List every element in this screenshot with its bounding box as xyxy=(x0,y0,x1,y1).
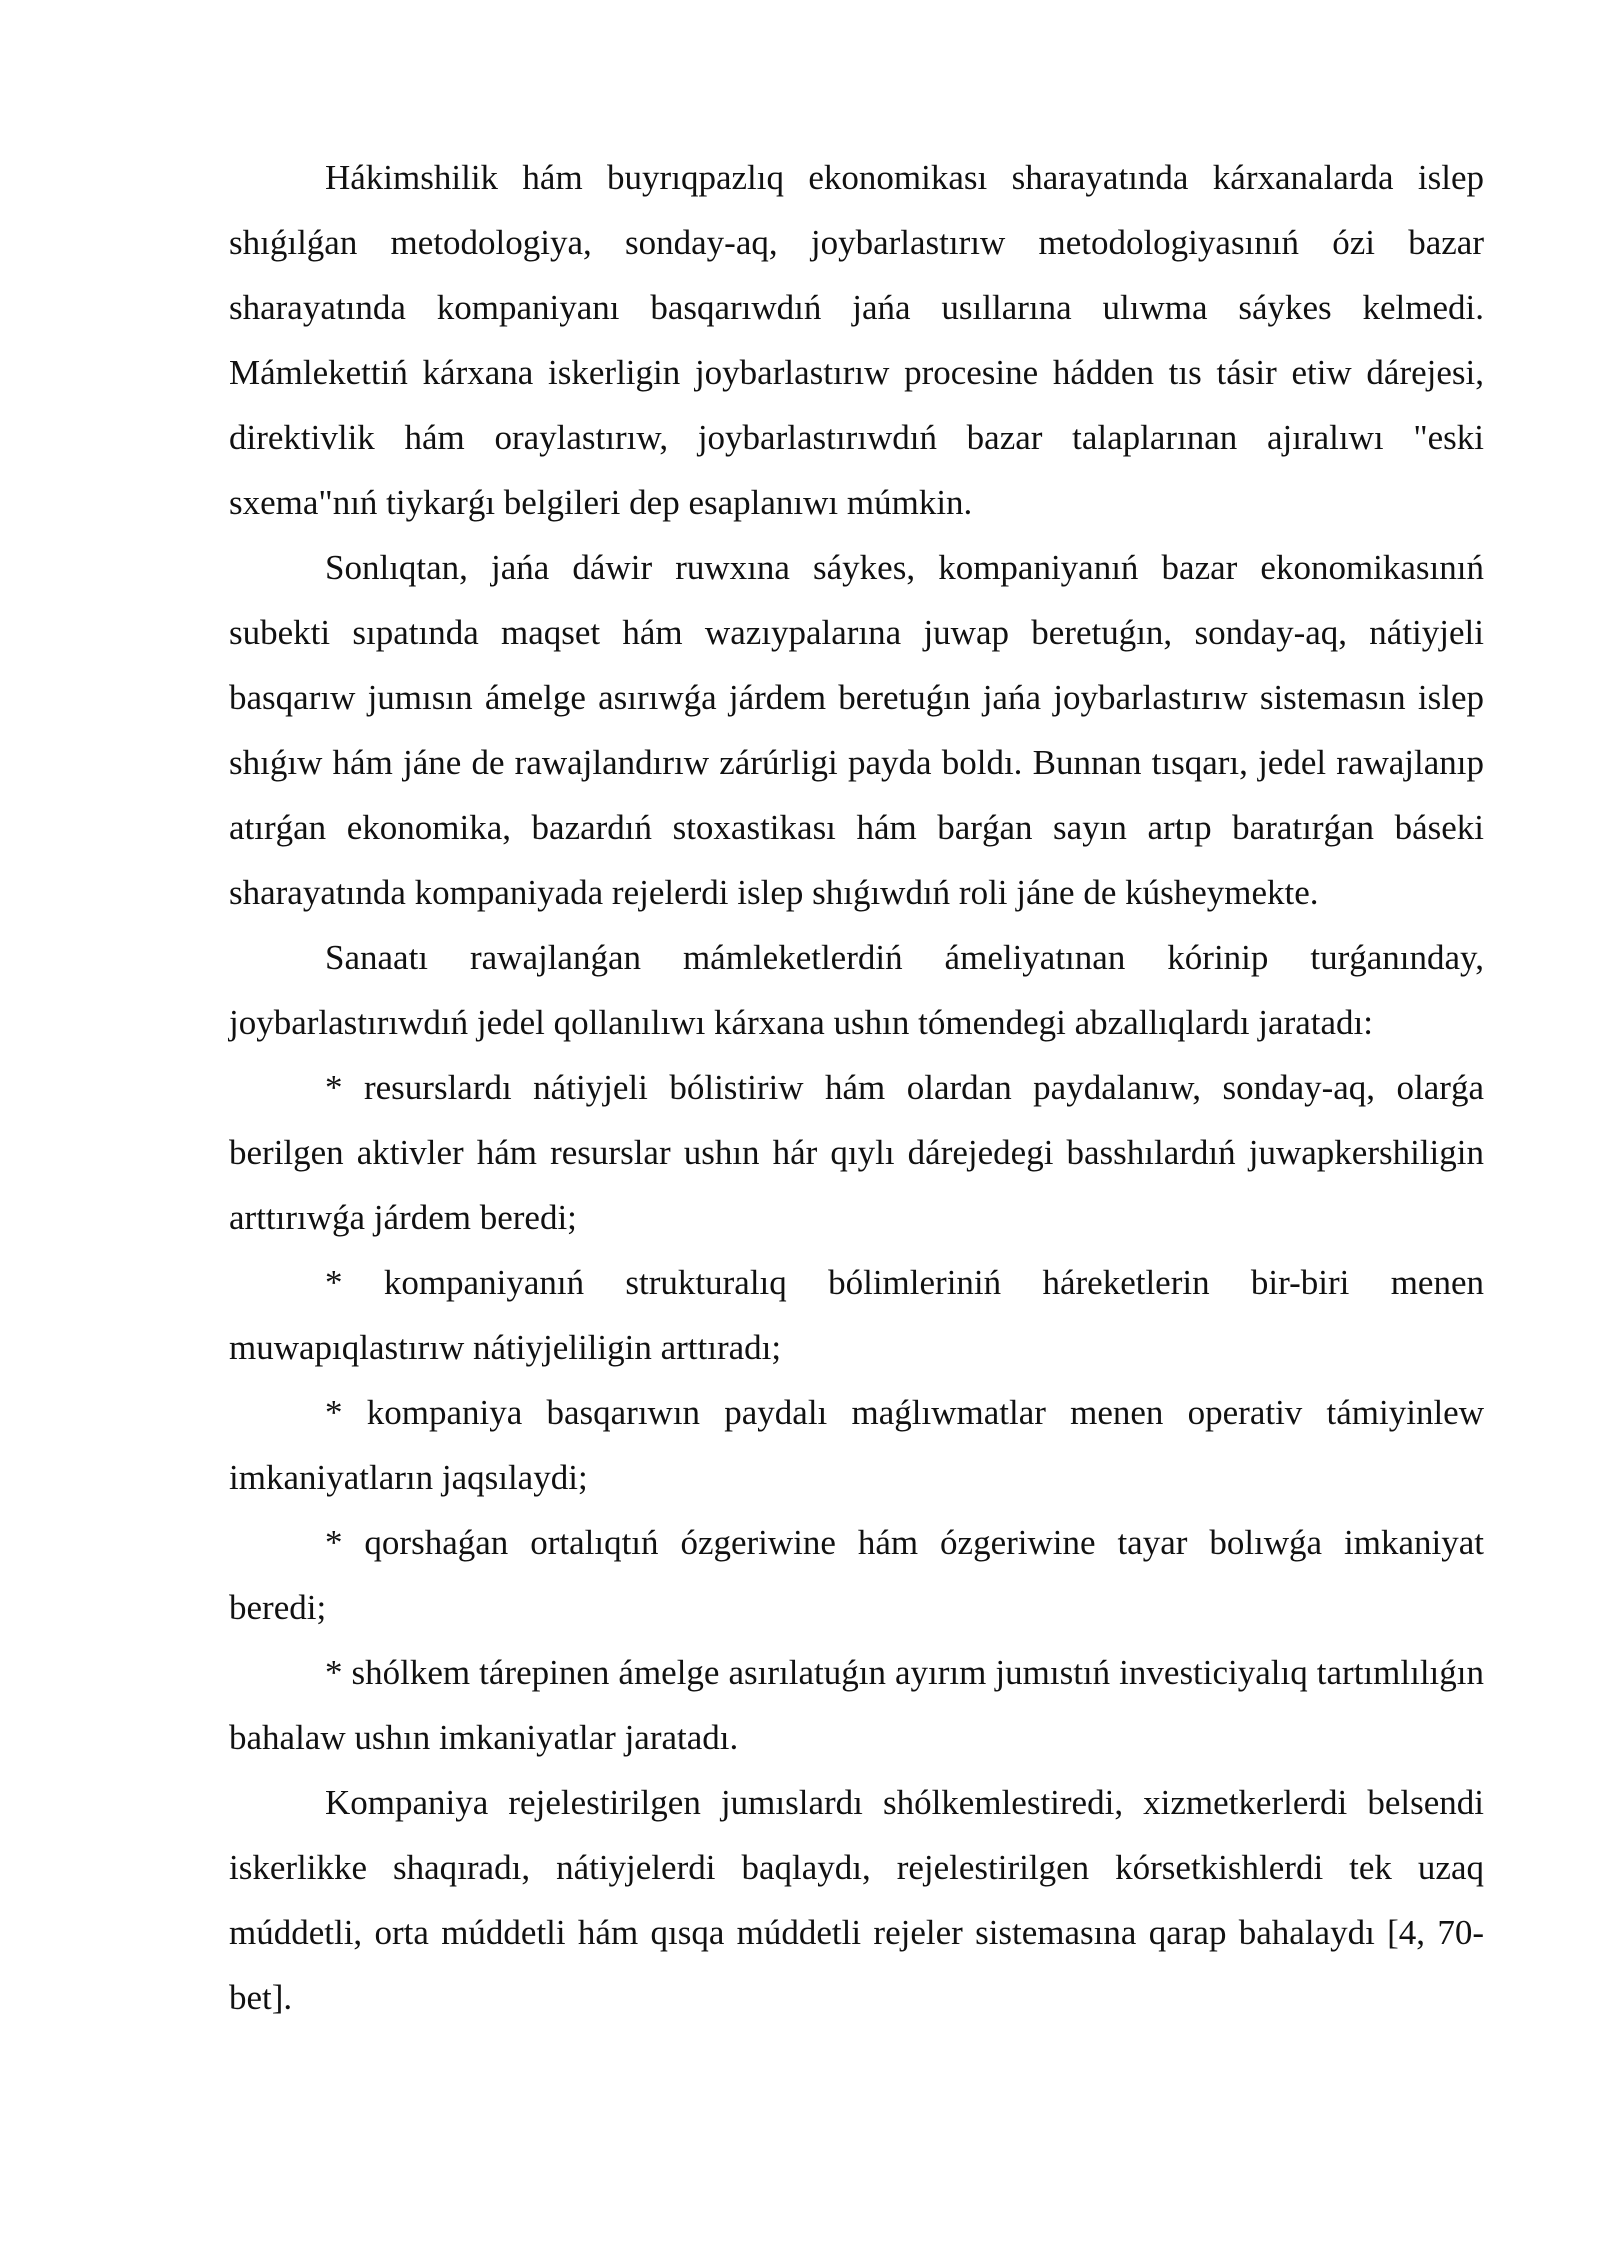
bullet-item-3: * kompaniya basqarıwın paydalı maǵlıwmatlar menen operativ támiyinlew imkaniyatların jaqsılaydi; xyxy=(229,1393,1484,1497)
paragraph-1: Hákimshilik hám buyrıqpazlıq ekonomikası sharayatında kárxanalarda islep shıǵılǵan metodologiya, sonday-aq, joybarlastırıw metodologiyasınıń ózi bazar sharayatında kompaniyanı basqarıwdıń jańa usıllarına ulıwma sáykes kelmedi. Mámlekettiń kárxana iskerligin joybarlastırıw procesine hádden tıs tásir etiw dárejesi, direktivlik hám oraylastırıw, joybarlastırıwdıń bazar talaplarınan ajıralıwı "eski sxema"nıń tiykarǵı belgileri dep esaplanıwı múmkin. xyxy=(229,158,1484,522)
document-body xyxy=(229,145,1484,2030)
paragraph-2: Sonlıqtan, jańa dáwir ruwxına sáykes, kompaniyanıń bazar ekonomikasınıń subekti sıpatında maqset hám wazıypalarına juwap beretuǵın, sonday-aq, nátiyjeli basqarıw jumısın ámelge asırıwǵa járdem beretuǵın jańa joybarlastırıw sistemasın islep shıǵıw hám jáne de rawajlandırıw zárúrligi payda boldı. Bunnan tısqarı, jedel rawajlanıp atırǵan ekonomika, bazardıń stoxastikası hám barǵan sayın artıp baratırǵan báseki sharayatında kompaniyada rejelerdi islep shıǵıwdıń roli jáne de kúsheymekte. xyxy=(229,548,1484,912)
bullet-item-2: * kompaniyanıń strukturalıq bólimleriniń háreketlerin bir-biri menen muwapıqlastırıw nátiyjeliligin arttıradı; xyxy=(229,1263,1484,1367)
bullet-item-5: * shólkem tárepinen ámelge asırılatuǵın ayırım jumıstıń investiciyalıq tartımlılıǵın bahalaw ushın imkaniyatlar jaratadı. xyxy=(229,1653,1484,1757)
bullet-item-4: * qorshaǵan ortalıqtıń ózgeriwine hám ózgeriwine tayar bolıwǵa imkaniyat beredi; xyxy=(229,1523,1484,1627)
paragraph-3: Sanaatı rawajlanǵan mámleketlerdiń ámeliyatınan kórinip turǵanınday, joybarlastırıwdıń jedel qollanılıwı kárxana ushın tómendegi abzallıqlardı jaratadı: xyxy=(229,938,1484,1042)
paragraph-4: Kompaniya rejelestirilgen jumıslardı shólkemlestiredi, xizmetkerlerdi belsendi iskerlikke shaqıradı, nátiyjelerdi baqlaydı, rejelestirilgen kórsetkishlerdi tek uzaq múddetli, orta múddetli hám qısqa múddetli rejeler sistemasına qarap bahalaydı [4, 70-bet]. xyxy=(229,1783,1484,2017)
bullet-item-1: * resurslardı nátiyjeli bólistiriw hám olardan paydalanıw, sonday-aq, olarǵa berilgen aktivler hám resurslar ushın hár qıylı dárejedegi basshılardıń juwapkershiligin arttırıwǵa járdem beredi; xyxy=(229,1068,1484,1237)
